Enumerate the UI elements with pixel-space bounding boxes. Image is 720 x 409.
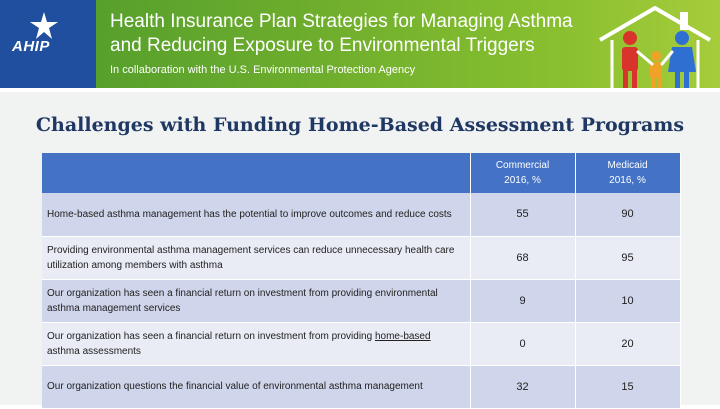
banner-title-line-1: Health Insurance Plan Strategies for Managing Asthma <box>110 11 573 32</box>
header-banner <box>0 0 720 88</box>
banner-subtitle: In collaboration with the U.S. Environmental Protection Agency <box>110 64 416 76</box>
row-commercial-value: 68 <box>470 236 575 279</box>
row-commercial-value: 9 <box>470 279 575 322</box>
row-statement-text: Our organization has seen a financial return on investment from providing <box>47 330 375 342</box>
table-row <box>42 322 680 365</box>
banner-title-line-2: and Reducing Exposure to Environmental Triggers <box>110 35 535 56</box>
family-house-illustration <box>560 0 720 88</box>
survey-table <box>42 153 681 409</box>
table-row <box>42 365 680 408</box>
row-medicaid-value: 20 <box>575 322 680 365</box>
column-header-commercial-line2: 2016, % <box>504 175 541 186</box>
column-header-commercial <box>470 153 575 193</box>
column-header-medicaid-line1: Medicaid <box>607 160 648 171</box>
column-header-medicaid-line2: 2016, % <box>609 175 646 186</box>
row-commercial-value: 0 <box>470 322 575 365</box>
row-medicaid-value: 10 <box>575 279 680 322</box>
row-statement: Our organization questions the financial value of environmental asthma management <box>42 365 470 408</box>
table-row <box>42 236 680 279</box>
logo-text: AHIP <box>12 38 50 55</box>
row-statement <box>42 322 470 365</box>
row-statement: Providing environmental asthma management services can reduce unnecessary health care utilization among members with asthma <box>42 236 470 279</box>
row-medicaid-value: 15 <box>575 365 680 408</box>
slide-title: Challenges with Funding Home-Based Assessment Programs <box>35 114 685 136</box>
row-commercial-value: 32 <box>470 365 575 408</box>
row-medicaid-value: 95 <box>575 236 680 279</box>
table-row <box>42 193 680 236</box>
row-statement-text-end: asthma assessments <box>47 345 141 357</box>
ahip-logo <box>0 0 96 88</box>
table-row <box>42 279 680 322</box>
column-header-medicaid <box>575 153 680 193</box>
row-statement: Home-based asthma management has the potential to improve outcomes and reduce costs <box>42 193 470 236</box>
row-statement: Our organization has seen a financial return on investment from providing environmental asthma management services <box>42 279 470 322</box>
row-statement-underlined-text: home-based <box>374 330 431 342</box>
row-medicaid-value: 90 <box>575 193 680 236</box>
header-blank-cell <box>42 153 470 193</box>
table-header-row <box>42 153 680 193</box>
row-commercial-value: 55 <box>470 193 575 236</box>
column-header-commercial-line1: Commercial <box>495 160 550 171</box>
